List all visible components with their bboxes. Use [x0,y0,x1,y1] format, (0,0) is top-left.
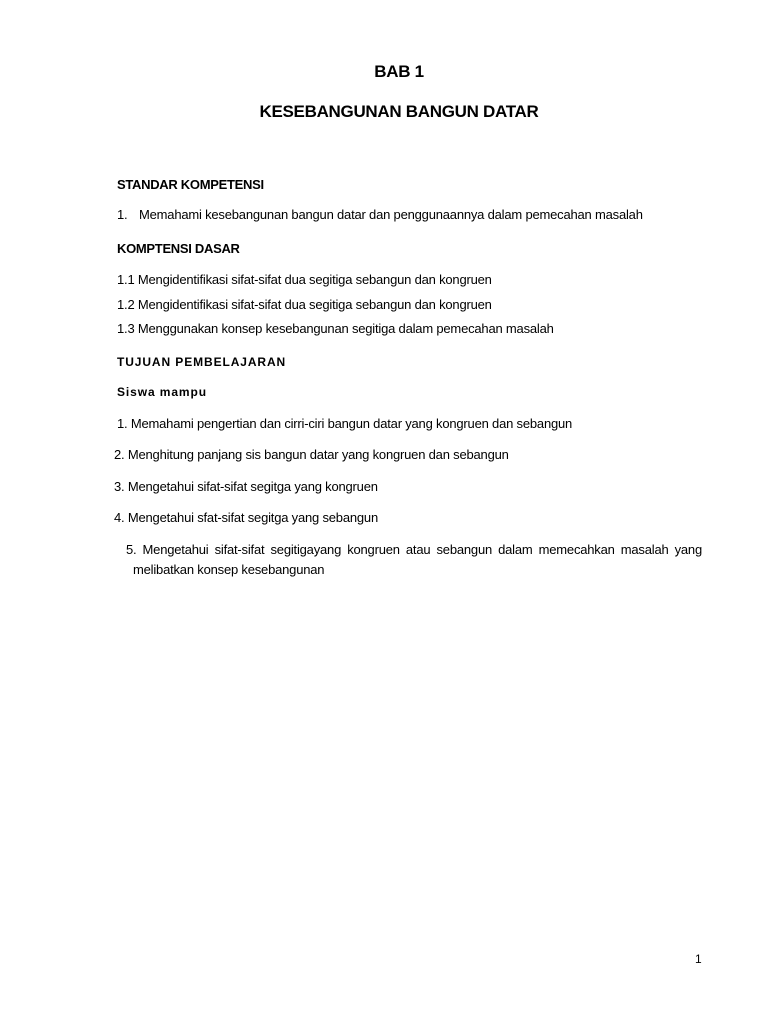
item-text: Memahami kesebangunan bangun datar dan penggunaannya dalam pemecahan masalah [139,207,643,222]
tujuan-item-5: 5. Mengetahui sifat-sifat segitigayang kongruen atau sebangun dalam memecahkan masalah yang [126,542,702,557]
kompetensi-dasar-heading: KOMPTENSI DASAR [117,241,240,256]
tujuan-item: 2. Menghitung panjang sis bangun datar yang kongruen dan sebangun [114,447,509,462]
standar-kompetensi-heading: STANDAR KOMPETENSI [117,177,264,192]
tujuan-item: 3. Mengetahui sifat-sifat segitga yang kongruen [114,479,378,494]
page-title: KESEBANGUNAN BANGUN DATAR [259,102,539,121]
tujuan-item: 1. Memahami pengertian dan cirri-ciri bangun datar yang kongruen dan sebangun [117,416,573,431]
chapter-label: BAB 1 [374,62,424,81]
standar-kompetensi-item [117,207,643,222]
kompetensi-dasar-item: 1.1 Mengidentifikasi sifat-sifat dua segitiga sebangun dan kongruen [117,272,492,287]
kompetensi-dasar-item: 1.2 Mengidentifikasi sifat-sifat dua segitiga sebangun dan kongruen [117,297,492,312]
item-number: 1. [117,207,128,222]
page-number: 1 [695,952,702,966]
tujuan-pembelajaran-heading: TUJUAN PEMBELAJARAN [117,355,287,369]
tujuan-item: 4. Mengetahui sfat-sifat segitga yang sebangun [114,510,378,525]
tujuan-item-5-continuation: melibatkan konsep kesebangunan [133,562,325,577]
tujuan-subheading: Siswa mampu [117,385,207,399]
kompetensi-dasar-item: 1.3 Menggunakan konsep kesebangunan segitiga dalam pemecahan masalah [117,321,554,336]
